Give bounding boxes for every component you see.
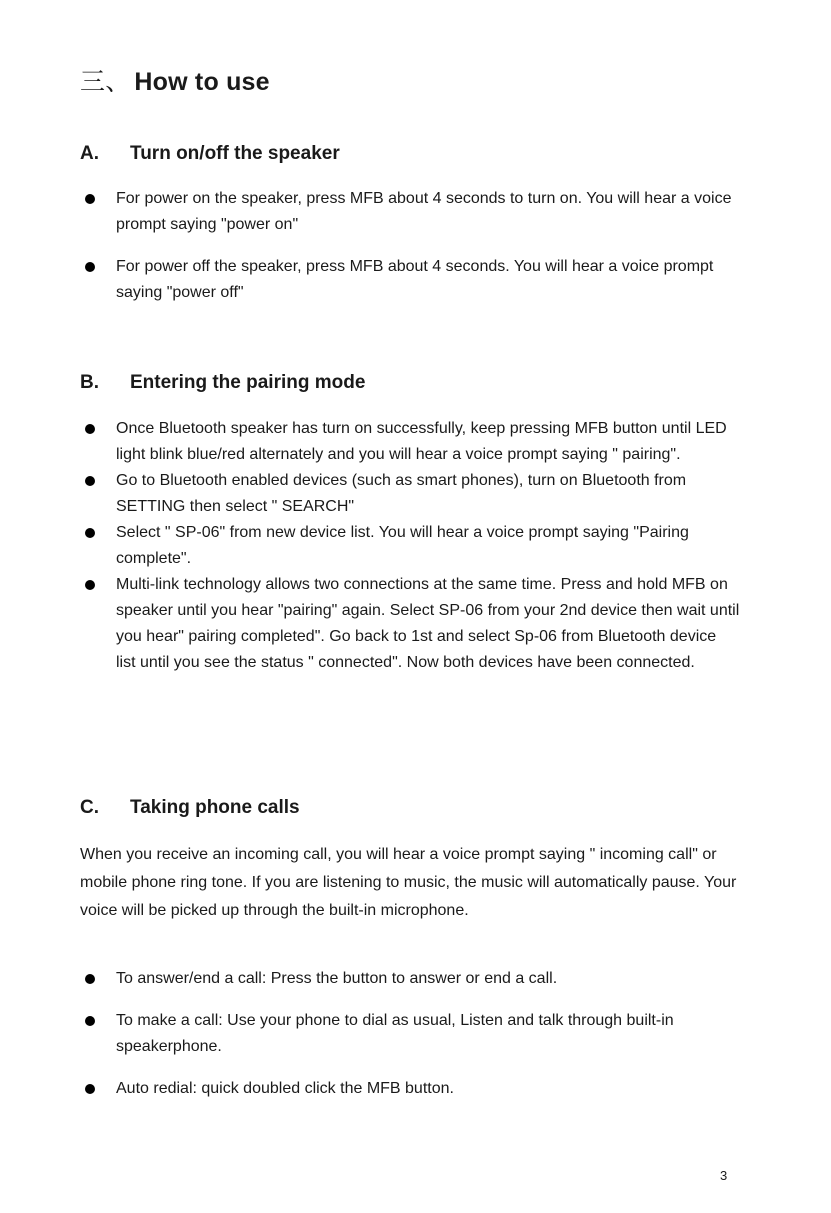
- list-item: [80, 468, 740, 520]
- section-b-title: Entering the pairing mode: [130, 372, 366, 393]
- list-item-text: For power on the speaker, press MFB about 4 seconds to turn on. You will hear a voice prompt saying "power on": [116, 190, 732, 233]
- list-item-text: Auto redial: quick doubled click the MFB button.: [116, 1080, 454, 1097]
- bullet-dot-icon: [85, 194, 95, 204]
- bullet-dot-icon: [85, 528, 95, 538]
- list-item: [80, 1076, 740, 1102]
- bullet-dot-icon: [85, 580, 95, 590]
- list-item-text: Select " SP-06" from new device list. You will hear a voice prompt saying "Pairing complete".: [116, 524, 689, 567]
- list-item-text: Once Bluetooth speaker has turn on successfully, keep pressing MFB button until LED light blink blue/red alternately and you will hear a voice prompt saying " pairing".: [116, 420, 727, 463]
- section-c-heading: [80, 797, 300, 819]
- list-item: [80, 572, 740, 676]
- list-item: [80, 416, 740, 468]
- title-text: How to use: [134, 68, 270, 96]
- section-c-paragraph: When you receive an incoming call, you will hear a voice prompt saying " incoming call" or mobile phone ring tone. If you are listening to music, the music will automatically pause. Your voice will be picked up through the built-in microphone.: [80, 846, 737, 919]
- page-number: 3: [720, 1168, 728, 1183]
- title-prefix: 三、: [80, 68, 131, 96]
- section-c-letter: C.: [80, 797, 99, 818]
- list-item: [80, 1008, 740, 1060]
- list-item-text: Multi-link technology allows two connections at the same time. Press and hold MFB on speaker until you hear "pairing" again. Select SP-06 from your 2nd device then wait until you hear" pairing completed". Go back to 1st and select Sp-06 from Bluetooth device list until you see the status " connected". Now both devices have been connected.: [116, 576, 740, 671]
- page-title: [80, 62, 270, 98]
- bullet-dot-icon: [85, 974, 95, 984]
- section-c-title: Taking phone calls: [130, 797, 300, 818]
- list-item-text: Go to Bluetooth enabled devices (such as smart phones), turn on Bluetooth from SETTING then select " SEARCH": [116, 472, 687, 515]
- bullet-dot-icon: [85, 1016, 95, 1026]
- section-b-list: [80, 416, 740, 676]
- bullet-dot-icon: [85, 476, 95, 486]
- bullet-dot-icon: [85, 262, 95, 272]
- list-item-text: For power off the speaker, press MFB about 4 seconds. You will hear a voice prompt saying "power off": [116, 258, 714, 301]
- section-c-list: [80, 966, 740, 1102]
- list-item: [80, 254, 740, 306]
- section-a-title: Turn on/off the speaker: [130, 143, 340, 164]
- bullet-dot-icon: [85, 1084, 95, 1094]
- list-item-text: To answer/end a call: Press the button to answer or end a call.: [116, 970, 558, 987]
- section-a-list: [80, 186, 740, 306]
- section-a-heading: [80, 143, 340, 165]
- list-item: [80, 186, 740, 238]
- section-b-letter: B.: [80, 372, 99, 393]
- section-a-letter: A.: [80, 143, 99, 164]
- list-item: [80, 520, 740, 572]
- list-item: [80, 966, 740, 992]
- section-b-heading: [80, 372, 365, 394]
- bullet-dot-icon: [85, 424, 95, 434]
- list-item-text: To make a call: Use your phone to dial as usual, Listen and talk through built-in speakerphone.: [116, 1012, 674, 1055]
